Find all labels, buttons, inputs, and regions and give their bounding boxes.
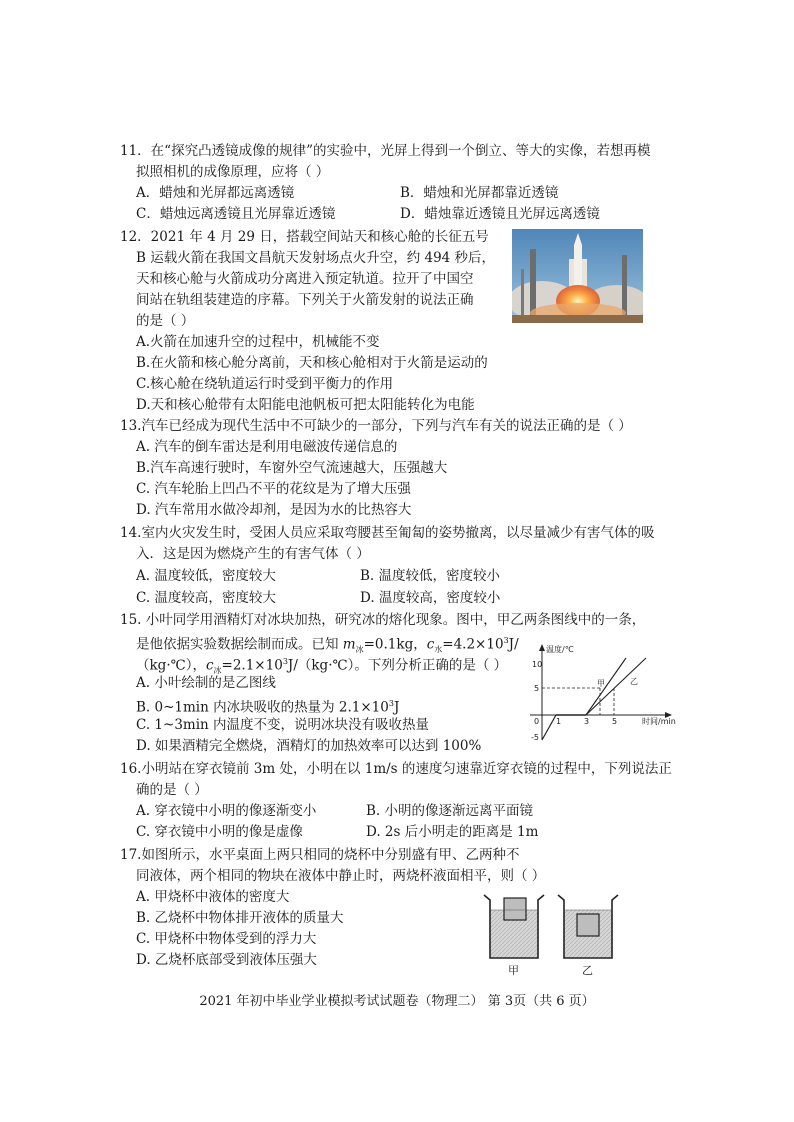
q12-stem-line1: 12．2021 年 4 月 29 日，搭载空间站天和核心舱的长征五号 [120, 229, 489, 245]
q14-option-c: C. 温度较高，密度较大 [136, 590, 276, 606]
q15-c-water-sub: 水 [434, 645, 443, 655]
q16-stem-line2: 确的是（ ） [136, 782, 208, 798]
q15-option-b-text: B. 0~1min 内冰块吸收的热量为 2.1×10 [136, 699, 389, 716]
graph-line-jia [586, 658, 626, 715]
q14-option-a: A. 温度较低，密度较大 [136, 568, 276, 584]
q17-option-b: B. 乙烧杯中物体排开液体的质量大 [136, 910, 344, 926]
q15-c-ice-exp: 3 [282, 657, 288, 666]
beaker-jia [484, 895, 544, 958]
graph-label-jia: 甲 [597, 679, 605, 688]
beakers-figure [478, 888, 628, 978]
graph-tick-y-10: 10 [532, 660, 543, 669]
q15-c-ice-symbol: c [205, 657, 214, 674]
graph-x-label: 时间/min [642, 717, 676, 726]
graph-y-label: 温度/℃ [546, 645, 574, 654]
q15-c-water-unit: J/ [508, 636, 519, 653]
graph-heating-ice-segment [542, 715, 556, 740]
graph-tick-y-5: 5 [534, 684, 540, 693]
q11-option-a: A．蜡烛和光屏都远离透镜 [136, 185, 295, 201]
q12-option-a: A.火箭在加速升空的过程中，机械能不变 [136, 334, 380, 350]
q13-option-d: D. 汽车常用水做冷却剂，是因为水的比热容大 [136, 502, 412, 518]
q11-stem-line2: 拟照相机的成像原理，应将（ ） [136, 164, 330, 180]
q12-stem-line2: B 运载火箭在我国文昌航天发射场点火升空，约 494 秒后， [136, 250, 496, 266]
q11-stem-line1: 11．在“探究凸透镜成像的规律”的实验中，光屏上得到一个倒立、等大的实像，若想再模 [120, 143, 651, 159]
q11-option-b: B．蜡烛和光屏都靠近透镜 [400, 185, 559, 201]
q15-c-ice-sub: 冰 [213, 666, 222, 676]
graph-label-yi: 乙 [630, 677, 638, 686]
q15-unit-prefix: （kg·℃）， [136, 657, 206, 674]
graph-y-arrow [539, 644, 545, 651]
page-footer: 2021 年初中毕业学业模拟考试试题卷（物理二） 第 3页（共 6 页） [199, 994, 595, 1009]
q12-stem-line5: 的是（ ） [136, 313, 195, 329]
rocket-launch-photo [512, 229, 643, 323]
beaker-yi [558, 895, 618, 958]
graph-tick-x-1: 1 [556, 717, 562, 726]
q15-m-sub: 冰 [355, 645, 364, 655]
q13-stem: 13.汽车已经成为现代生活中不可缺少的一部分，下列与汽车有关的说法正确的是（ ） [120, 418, 632, 434]
q13-option-a: A. 汽车的倒车雷达是利用电磁波传递信息的 [136, 439, 398, 455]
q16-option-c: C. 穿衣镜中小明的像是虚像 [136, 824, 303, 840]
beaker-label-yi: 乙 [582, 964, 593, 977]
q12-stem-line4: 间站在轨组装建造的序幕。下列关于火箭发射的说法正确 [136, 292, 474, 308]
q15-m-symbol: m [342, 636, 356, 653]
q12-option-d: D.天和核心舱带有太阳能电池帆板可把太阳能转化为电能 [136, 397, 475, 413]
graph-tick-y-neg5: -5 [531, 733, 539, 742]
q17-option-c: C. 甲烧杯中物体受到的浮力大 [136, 931, 317, 947]
q16-option-d: D. 2s 后小明走的距离是 1m [366, 824, 539, 840]
q14-stem-line2: 入．这是因为燃烧产生的有害气体（ ） [136, 546, 370, 562]
q15-stem-tail: J/（kg·℃）。下列分析正确的是（ ） [287, 657, 508, 674]
q15-c-water-exp: 3 [503, 636, 509, 645]
q14-option-d: D. 温度较高，密度较小 [360, 590, 501, 606]
q15-m-value: =0.1kg， [363, 636, 427, 653]
q12-option-b: B.在火箭和核心舱分离前，天和核心舱相对于火箭是运动的 [136, 355, 488, 371]
temperature-time-graph [520, 640, 700, 748]
q17-option-d: D. 乙烧杯底部受到液体压强大 [136, 952, 317, 968]
q15-c-water-value: =4.2×10 [442, 636, 504, 653]
q15-c-ice-value: =2.1×10 [221, 657, 283, 674]
q12-option-c: C.核心舱在绕轨道运行时受到平衡力的作用 [136, 376, 394, 392]
q13-option-b: B.汽车高速行驶时，车窗外空气流速越大，压强越大 [136, 460, 448, 476]
q17-option-a: A. 甲烧杯中液体的密度大 [136, 889, 290, 905]
q15-option-b-exp: 3 [388, 699, 394, 708]
q15-stem-line1: 15. 小叶同学用酒精灯对冰块加热，研究冰的熔化现象。图中，甲乙两条图线中的一条， [120, 612, 646, 628]
graph-line-yi [586, 658, 646, 715]
q15-option-a: A. 小叶绘制的是乙图线 [136, 675, 276, 691]
graph-tick-x-3: 3 [584, 717, 590, 726]
q15-c-water-symbol: c [426, 636, 435, 653]
q16-stem-line1: 16.小明站在穿衣镜前 3m 处，小明在以 1m/s 的速度匀速靠近穿衣镜的过程中，下列说法正 [120, 761, 672, 777]
q14-option-b: B. 温度较低，密度较小 [360, 568, 501, 584]
q15-option-b-unit: J [393, 699, 400, 716]
q15-option-c: C. 1~3min 内温度不变，说明冰块没有吸收热量 [136, 717, 430, 733]
q13-option-c: C. 汽车轮胎上凹凸不平的花纹是为了增大压强 [136, 481, 411, 497]
graph-origin: 0 [534, 717, 540, 726]
q17-stem-line2: 同液体，两个相同的物块在液体中静止时，两烧杯液面相平，则（ ） [136, 868, 546, 884]
q15-given-intro: 是他依据实验数据绘制而成。已知 [136, 636, 343, 653]
q14-stem-line1: 14.室内火灾发生时，受困人员应采取弯腰甚至匍匐的姿势撤离，以尽量减少有害气体的吸 [120, 525, 655, 541]
q15-option-b [136, 694, 399, 718]
q16-option-a: A. 穿衣镜中小明的像逐渐变小 [136, 803, 317, 819]
q11-option-c: C．蜡烛远离透镜且光屏靠近透镜 [136, 206, 336, 222]
beaker-label-jia: 甲 [508, 964, 519, 977]
q12-stem-line3: 天和核心舱与火箭成功分离进入预定轨道。拉开了中国空 [136, 271, 474, 287]
q11-option-d: D．蜡烛靠近透镜且光屏远离透镜 [400, 206, 600, 222]
q16-option-b: B. 小明的像逐渐远离平面镜 [366, 803, 534, 819]
q15-option-d: D. 如果酒精完全燃烧，酒精灯的加热效率可以达到 100% [136, 738, 482, 754]
graph-tick-x-5: 5 [612, 717, 618, 726]
q17-stem-line1: 17.如图所示，水平桌面上两只相同的烧杯中分别盛有甲、乙两种不 [120, 847, 520, 863]
